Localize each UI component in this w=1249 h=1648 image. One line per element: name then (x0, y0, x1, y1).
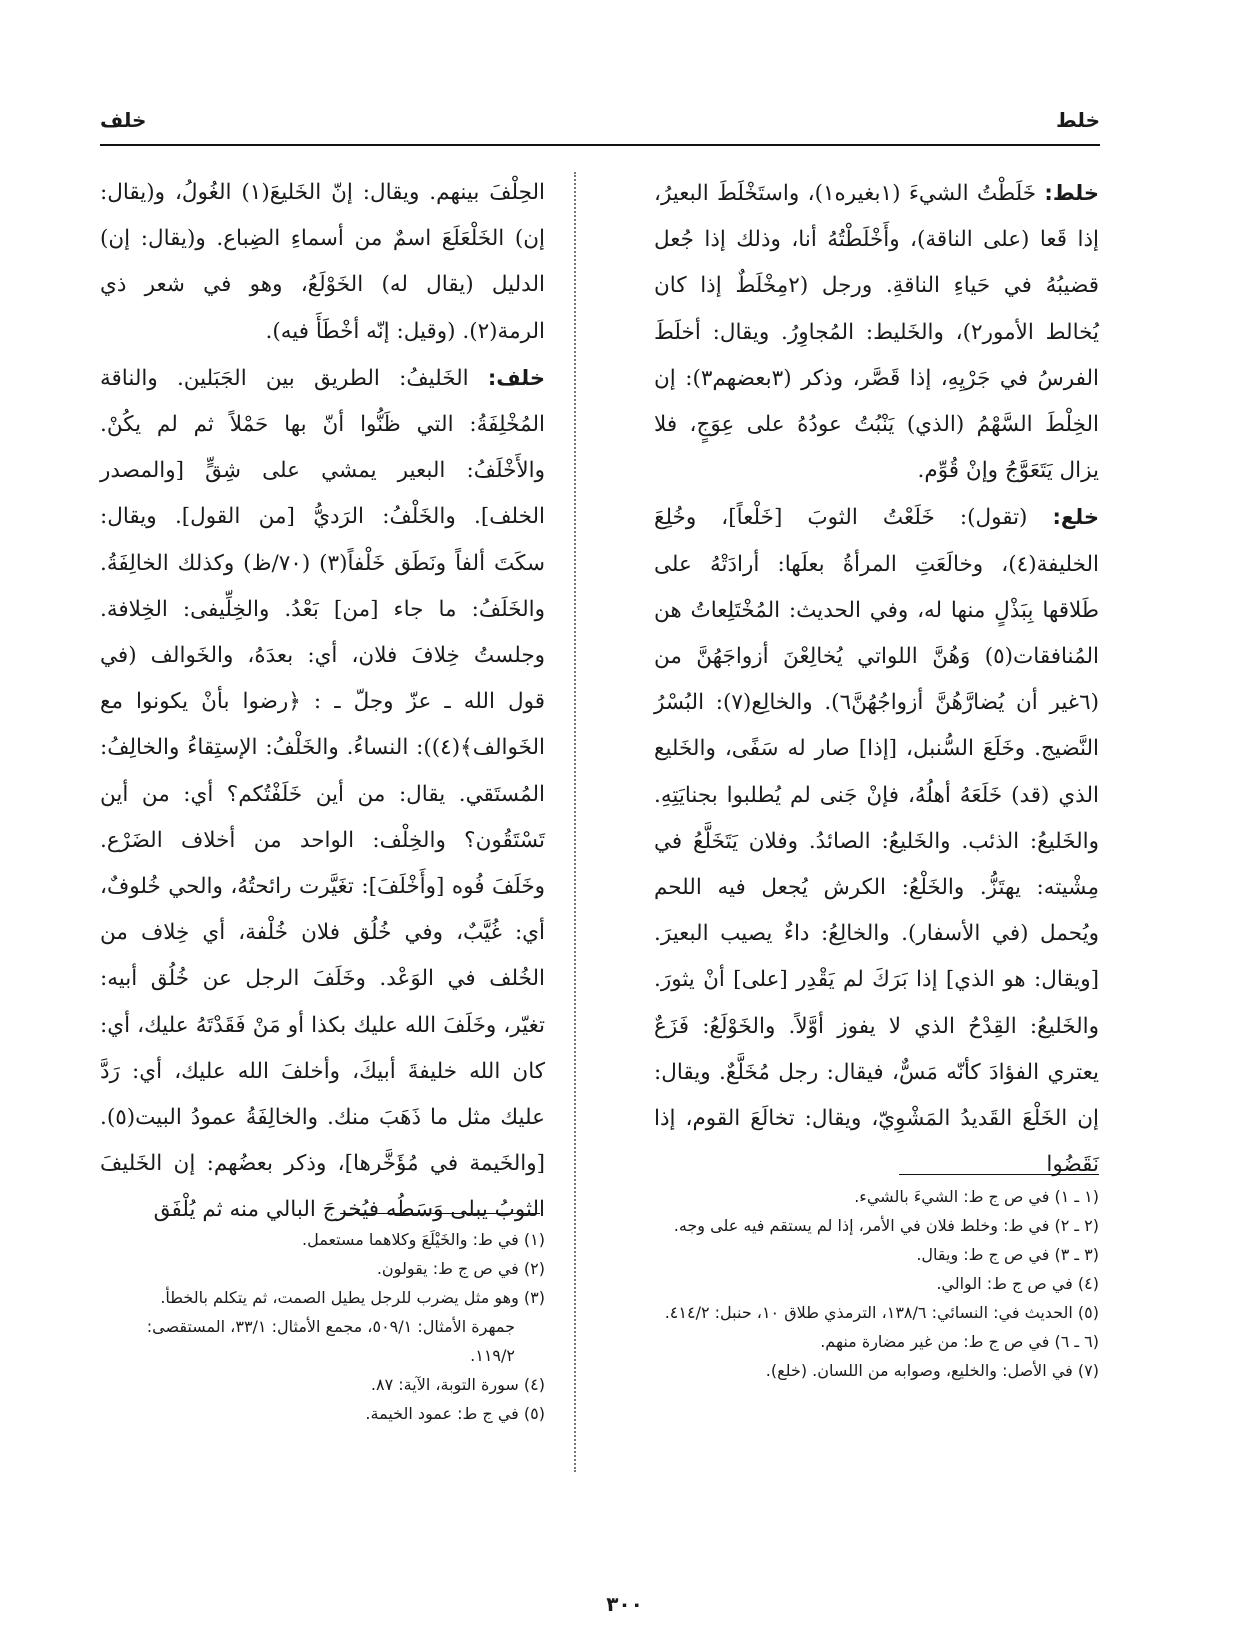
entry-head-khalata: خلط: (1044, 181, 1100, 205)
entry-head-khalafa: خلف: (487, 365, 545, 390)
right-column (654, 170, 1099, 1188)
footnote: (٣) وهو مثل يضرب للرجل يطيل الصمت، ثم يتكلم بالخطأ. (160, 1288, 545, 1307)
footnote-continuation: جمهرة الأمثال: ٥٠٩/١، مجمع الأمثال: ٣٣/١، المستقصى: ١١٩/٢. (146, 1317, 515, 1365)
footnotes-right (654, 1182, 1099, 1385)
footnote: (١) في ط: والخَيْلَعَ وكلاهما مستعمل. (302, 1230, 545, 1249)
footnote: (٤) سورة التوبة، الآية: ٨٧. (370, 1375, 545, 1394)
footnote: (١ ـ ١) في ص ج ط: الشيءَ بالشيء. (854, 1187, 1099, 1206)
entry-khalaa (654, 494, 1099, 1188)
header-left-headword: خلف (100, 108, 147, 132)
entry-head-khalaa: خلع: (1052, 505, 1099, 530)
entry-khalata (654, 170, 1099, 494)
entry-text-khalaa-continued: الحِلْفَ بينهم. ويقال: إنّ الخَليعَ(١) الغُولُ، و(يقال: إن) الخَلْعَلَعَ اسمٌ من أسماءِ الضِباع. و(يقال: إن) الدليل (يقال له) الخَوْلَعُ، وهو في شعر ذي الرمة(٢). (وقيل: إنّه أخْطَأَ فيه). (100, 180, 545, 344)
entry-text-khalata: خَلَطْتُ الشيءَ (١بغيره١)، واستَخْلَطَ البعيرُ، إذا قَعا (على الناقة)، وأَخْلَطْتُهُ أنا، وذلك إذا جُعل قضيبُهُ في حَياءِ الناقةِ. ورجل (٢مِخْلَطٌ إذا كان يُخالط الأمور٢)، والخَليط: المُجاوِرُ. ويقال: أخلَطَ الفرسُ في جَرْيِهِ، إذا قَصَّر، وذكر (٣بعضهم٣): إن الخِلْطَ السَّهْمُ (الذي) يَنْبُتُ عودُهُ على عِوَجٍ، فلا يزال يَتَعَوَّجُ وإنْ قُوِّم. (654, 181, 1099, 484)
column-divider (574, 172, 576, 1472)
footnote: (٤) في ص ج ط: الوالي. (936, 1274, 1099, 1293)
entry-text-khalaa: (تقول): خَلَعْتُ الثوبَ [خَلْعاً]، وخُلِعَ الخليفة(٤)، وخالَعَتِ المرأةُ بعلَها: أرادَتْهُ على طَلاقها بِبَذْلٍ منها له، وفي الحديث: المُخْتَلِعاتُ هن المُنافقات(٥) وَهُنَّ اللواتي يُخالِعْنَ أزواجَهُنَّ من (٦غير أن يُضارَّهُنَّ أزواجُهُنَّ٦). والخالِع(٧): البُسْرُ النَّضيج. وخَلَعَ السُّنبل، [إذا] صار له سَفًى، والخَليع الذي (قد) خَلَعَهُ أهلُهُ، فإنْ جَنى لم يُطلبوا بجنايَتِهِ. والخَليعُ: الذئب. والخَليعُ: الصائدُ. وفلان يَتَخَلَّعُ في مِشْيته: يهتَزُّ. والخَلْعُ: الكرش يُجعل فيه اللحم ويُحمل (في الأسفار). والخالِعُ: داءٌ يصيب البعيرَ. [ويقال: هو الذي] إذا بَرَكَ لم يَقْدِر [على] أنْ يثورَ. والخَليعُ: القِدْحُ الذي لا يفوز أوَّلاً. والخَوْلَعُ: فَزَعٌ يعتري الفؤادَ كأنّه مَسٌّ، فيقال: رجل مُخَلَّعٌ. ويقال: إن الخَلْعَ القَديدُ المَشْوِيّ، ويقال: تخالَعَ القوم، إذا نَقَضُوا (654, 505, 1100, 1178)
footnote: (٢ ـ ٢) في ط: وخلط فلان في الأمر، إذا لم يستقم فيه على وجه. (673, 1216, 1099, 1235)
entry-khalafa (100, 355, 545, 1234)
entry-text-khalafa: الخَليفُ: الطريق بين الجَبَلين. والناقة المُخْلِفَةُ: التي ظَنُّوا أنّ بها حَمْلاً ثم لم يكُنْ. والأَخْلَفُ: البعير يمشي على شِقٍّ [والمصدر الخلف]. والخَلْفُ: الرَديُّ [من القول]. ويقال: سكَتَ ألفاً ونَطَق خَلْفاً(٣) (٧٠/ظ) وكذلك الخالِفَةُ. والخَلَفُ: ما جاء [من] بَعْدُ. والخِلِّيفى: الخِلافة. وجلستُ خِلافَ فلان، أي: بعدَهُ، والخَوالف (في قول الله ـ عزّ وجلّ ـ : ﴿رضوا بأنْ يكونوا مع الخَوالف﴾(٤)): النساءُ. والخَلْفُ: الإستِقاءُ والخالِفُ: المُستَقي. يقال: من أين خَلَفْتُكم؟ أي: من أين تَسْتَقُون؟ والخِلْف: الواحد من أخلاف الضَرْع. وخَلَفَ فُوه [وأَخْلَفَ]: تغَيَّرت رائحتُهُ، والحي خُلوفٌ، أي: غُيَّبٌ، وفي خُلُق فلان خُلْفة، أي خِلاف من الخُلف في الوَعْد. وخَلَفَ الرجل عن خُلُق أبيه: تغيّر، وخَلَفَ الله عليك بكذا أو مَنْ فَقَدْتَهُ عليك، أي: كان الله خليفةَ أبيكَ، وأخلفَ الله عليك، أي: رَدَّ عليك مثل ما ذَهَبَ منك. والخالِفَةُ عمودُ البيت(٥). [والخَيمة في مُؤَخَّرها]، وذكر بعضُهم: إن الخَليفَ الثوبُ يبلى وَسَطُه فيُخرجَ البالي منه ثم يُلْفَق (100, 365, 545, 1223)
footnote: (٦ ـ ٦) في ص ج ط: من غير مضارة منهم. (820, 1332, 1099, 1351)
footnote: (٣ ـ ٣) في ص ج ط: ويقال. (916, 1245, 1099, 1264)
left-column (100, 170, 545, 1234)
footnote-rule-left (340, 1213, 540, 1214)
header-right-headword: خلط (1056, 108, 1100, 132)
page-number: ٣٠٠ (606, 1592, 643, 1616)
entry-khalaa-continued (100, 170, 545, 355)
footnotes-left (100, 1225, 545, 1428)
footnote: (٥) في ج ط: عمود الخيمة. (365, 1404, 545, 1423)
footnote-rule-right (899, 1174, 1099, 1175)
footnote: (٥) الحديث في: النسائي: ١٣٨/٦، الترمذي طلاق ١٠، حنبل: ٤١٤/٢. (664, 1303, 1099, 1322)
footnote: (٧) في الأصل: والخليع، وصوابه من اللسان. (خلع). (765, 1361, 1099, 1380)
footnote: (٢) في ص ج ط: يقولون. (376, 1259, 545, 1278)
running-header (100, 104, 1100, 146)
